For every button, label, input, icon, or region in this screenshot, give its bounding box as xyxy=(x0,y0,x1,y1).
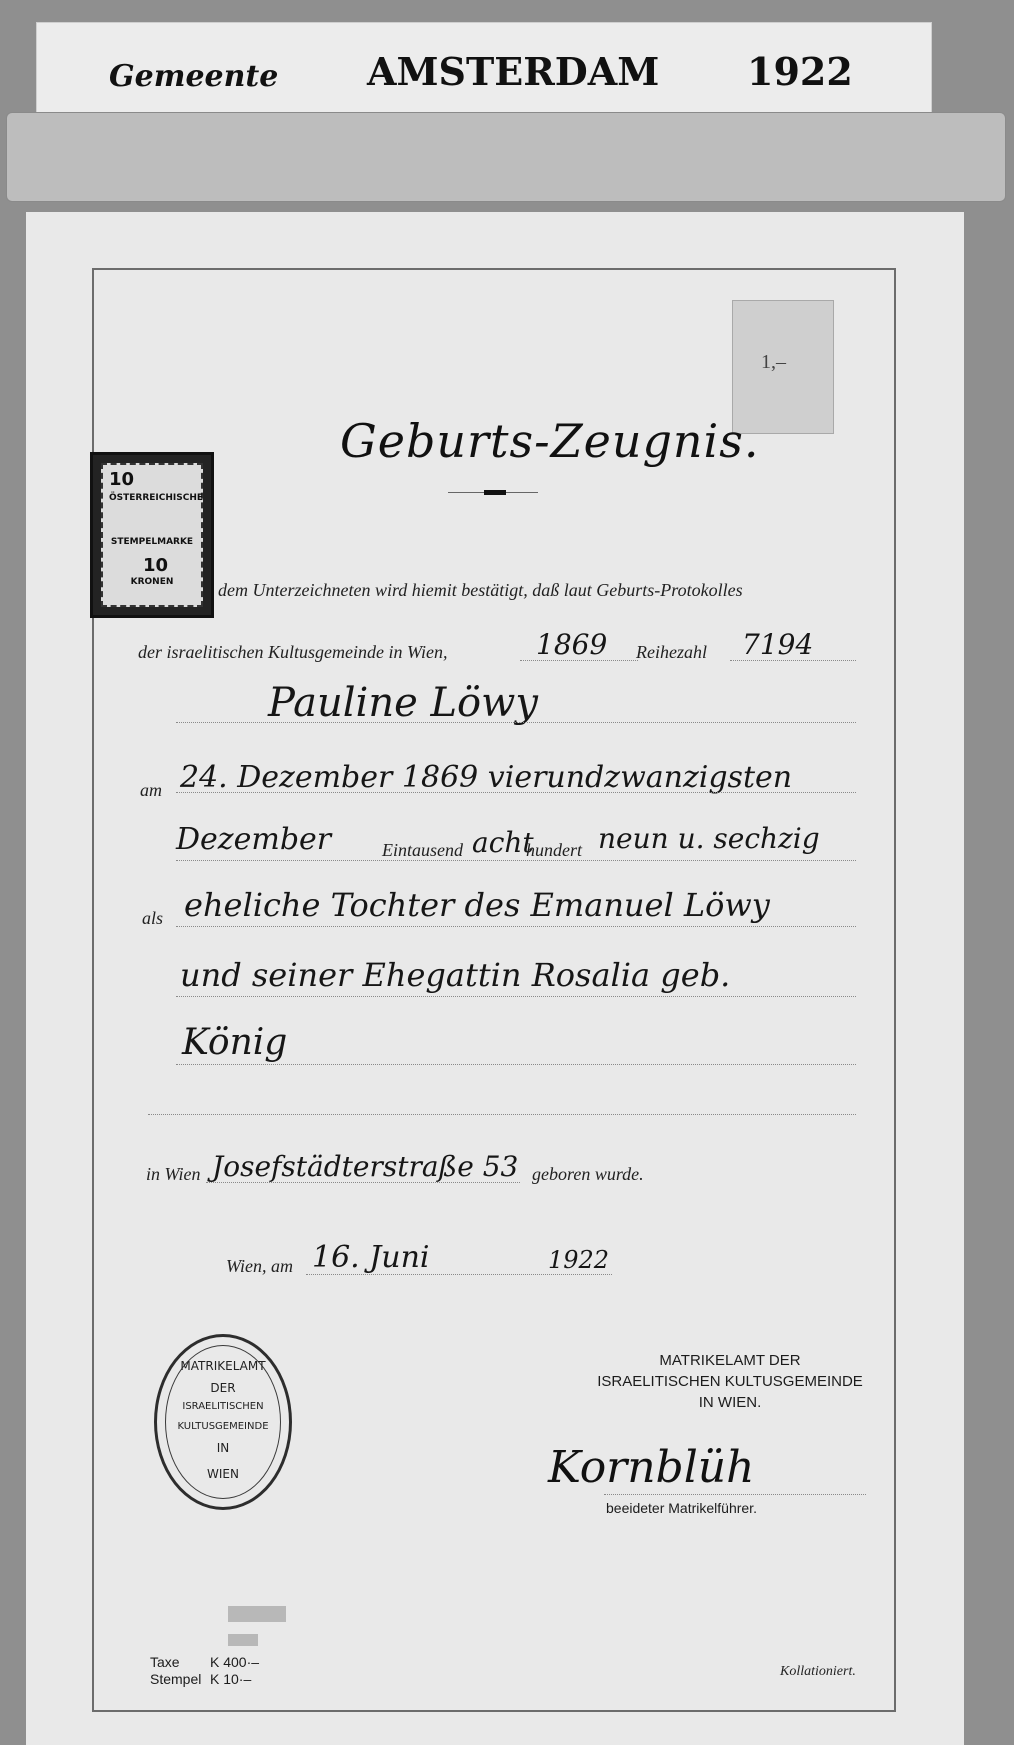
seal-line2: DER xyxy=(210,1381,236,1395)
fee-block xyxy=(150,1654,259,1688)
revenue-country: ÖSTERREICHISCHE xyxy=(109,493,204,503)
title-dash xyxy=(484,490,506,495)
registrar-signature: Kornblüh xyxy=(548,1442,755,1493)
fill-line xyxy=(176,722,856,724)
seal-line4: KULTUSGEMEINDE xyxy=(177,1421,269,1432)
office-line-1: MATRIKELAMT DER xyxy=(659,1352,801,1369)
line5-eintausend: Eintausend xyxy=(382,840,463,860)
revenue-stamp-face xyxy=(101,463,203,607)
parents-line-1: eheliche Tochter des Emanuel Löwy xyxy=(184,886,770,924)
taxe-value: K 400·– xyxy=(210,1654,260,1670)
fill-line xyxy=(176,926,856,928)
seal-bottom: WIEN xyxy=(207,1467,239,1481)
register-year: 1869 xyxy=(536,628,608,661)
seal-line3: ISRAELITISCHEN xyxy=(182,1401,264,1412)
birth-address: Josefstädterstraße 53 xyxy=(212,1150,519,1183)
fill-line xyxy=(176,1064,856,1066)
birth-date: 24. Dezember 1869 vierundzwanzigsten xyxy=(180,760,793,795)
child-name: Pauline Löwy xyxy=(268,680,538,726)
municipality-word: Gemeente xyxy=(109,59,279,94)
fill-line xyxy=(604,1494,866,1496)
fill-line xyxy=(520,660,638,662)
fill-line xyxy=(176,860,856,862)
faded-mark xyxy=(228,1634,258,1646)
official-seal xyxy=(154,1334,292,1510)
issue-day-month: 16. Juni xyxy=(312,1240,430,1275)
place-label: in Wien xyxy=(146,1164,201,1184)
register-number: 7194 xyxy=(742,628,814,661)
fill-line xyxy=(206,1182,520,1184)
city-name: AMSTERDAM xyxy=(367,49,660,94)
born-label: geboren wurde. xyxy=(532,1164,644,1184)
birth-month-words: Dezember xyxy=(176,822,332,857)
faded-mark xyxy=(228,1606,286,1622)
collation-note: Kollationiert. xyxy=(780,1664,856,1679)
line4-am: am xyxy=(140,780,162,800)
fill-line xyxy=(176,996,856,998)
issue-year: 1922 xyxy=(548,1246,610,1274)
parents-line-2: und seiner Ehegattin Rosalia geb. xyxy=(180,956,731,994)
issue-place: Wien, am xyxy=(226,1256,293,1276)
archive-label xyxy=(36,22,932,124)
corner-stamp-value: 1,– xyxy=(761,351,786,373)
revenue-currency: KRONEN xyxy=(130,577,174,587)
folder-tab xyxy=(6,112,1006,202)
fill-line xyxy=(148,1114,856,1116)
seal-top: MATRIKELAMT xyxy=(180,1359,266,1373)
line1-text: dem Unterzeichneten wird hiemit bestätigt, daß laut Geburts-Protokolles xyxy=(218,580,743,600)
fill-line xyxy=(730,660,856,662)
revenue-value-bottom: 10 xyxy=(143,555,169,576)
seal-line5: IN xyxy=(216,1441,230,1455)
archive-year: 1922 xyxy=(747,49,853,94)
signature-caption: beeideter Matrikelführer. xyxy=(606,1500,757,1516)
revenue-type: STEMPELMARKE xyxy=(110,537,194,547)
fill-line xyxy=(176,792,856,794)
office-line-3: IN WIEN. xyxy=(698,1394,762,1411)
line2-text: der israelitischen Kultusgemeinde in Wien, xyxy=(138,642,448,662)
document-title: Geburts-Zeugnis. xyxy=(340,414,760,468)
taxe-label: Taxe xyxy=(150,1654,180,1670)
stempel-label: Stempel xyxy=(150,1671,202,1687)
mother-maiden-name: König xyxy=(182,1022,288,1063)
revenue-stamp xyxy=(90,452,214,618)
line2-reihezahl: Reihezahl xyxy=(636,642,707,662)
line5-hundert: hundert xyxy=(526,840,582,860)
line6-als: als xyxy=(142,908,164,928)
stempel-value: K 10·– xyxy=(210,1671,252,1687)
line5-year-words: neun u. sechzig xyxy=(598,822,820,855)
fill-line xyxy=(306,1274,612,1276)
revenue-value-top: 10 xyxy=(109,469,135,490)
issuing-office xyxy=(560,1350,900,1413)
line5-acht: acht xyxy=(472,826,534,859)
office-line-2: ISRAELITISCHEN KULTUSGEMEINDE xyxy=(597,1373,863,1390)
